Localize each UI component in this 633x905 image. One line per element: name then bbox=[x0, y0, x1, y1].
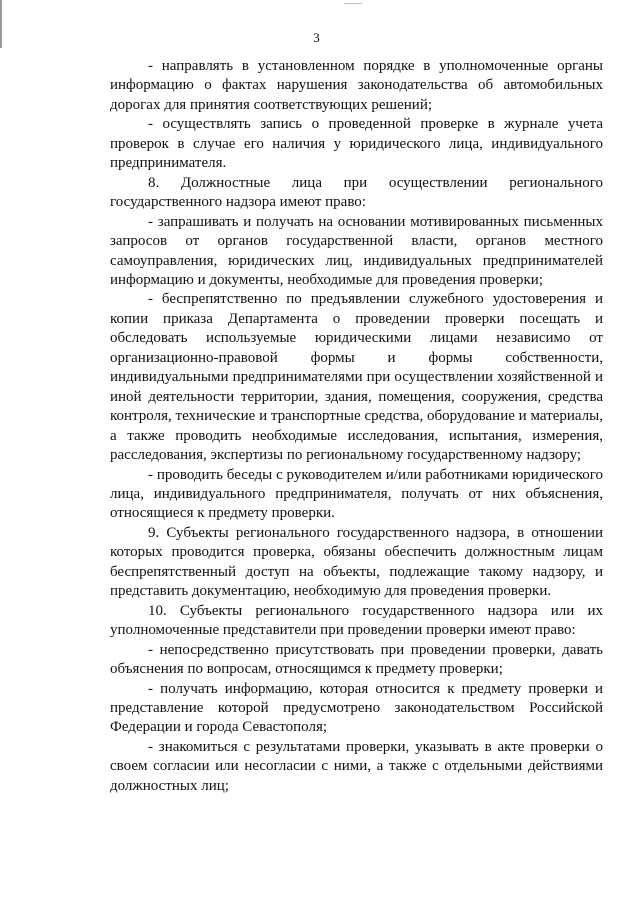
page-number: 3 bbox=[313, 30, 320, 45]
paragraph-5: - беспрепятственно по предъявлении служебного удостоверения и копии приказа Департамента о проведении проверки посещать и обследовать используемые юридическими лицами независимо от организационно-правовой формы и формы собственности, индивидуальными предпринимателями при осуществлении хозяйственной и иной деятельности территории, здания, помещения, сооружения, средства контроля, технические и транспортные средства, оборудование и материалы, а также проводить необходимые исследования, испытания, измерения, расследования, экспертизы по региональному государственному надзору; bbox=[110, 291, 603, 464]
paragraph-2: - осуществлять запись о проведенной проверке в журнале учета проверок в случае его наличия у юридического лица, индивидуального предпринимателя. bbox=[110, 116, 603, 172]
paragraph-4: - запрашивать и получать на основании мотивированных письменных запросов от органов государственной власти, органов местного самоуправления, юридических лиц, индивидуальных предпринимателей информацию и документы, необходимые для проведения проверки; bbox=[110, 213, 603, 288]
paragraph-6: - проводить беседы с руководителем и/или работниками юридического лица, индивидуального предпринимателя, получать от них объяснения, относящиеся к предмету проверки. bbox=[110, 466, 603, 522]
scan-top-mark bbox=[344, 0, 362, 4]
paragraph-8: 10. Субъекты регионального государственного надзора или их уполномоченные представители при проведении проверки имеют право: bbox=[110, 602, 603, 639]
paragraph-10: - получать информацию, которая относится к предмету проверки и представление которой предусмотрено законодательством Российской Федерации и города Севастополя; bbox=[110, 680, 603, 736]
paragraph-3: 8. Должностные лица при осуществлении регионального государственного надзора имеют право: bbox=[110, 174, 603, 211]
paragraph-1: - направлять в установленном порядке в уполномоченные органы информацию о фактах нарушения законодательства об автомобильных дорогах для принятия соответствующих решений; bbox=[110, 58, 603, 113]
paragraph-7: 9. Субъекты регионального государственного надзора, в отношении которых проводится проверка, обязаны обеспечить должностным лицам беспрепятственный доступ на объекты, подлежащие такому надзору, и представить документацию, необходимую для проведения проверки. bbox=[110, 524, 603, 600]
paragraph-11: - знакомиться с результатами проверки, указывать в акте проверки о своем согласии или несогласии с ними, а также с отдельными действиями должностных лиц; bbox=[110, 738, 603, 794]
document-body bbox=[110, 57, 603, 796]
paragraph-9: - непосредственно присутствовать при проведении проверки, давать объяснения по вопросам, относящимся к предмету проверки; bbox=[110, 641, 603, 678]
